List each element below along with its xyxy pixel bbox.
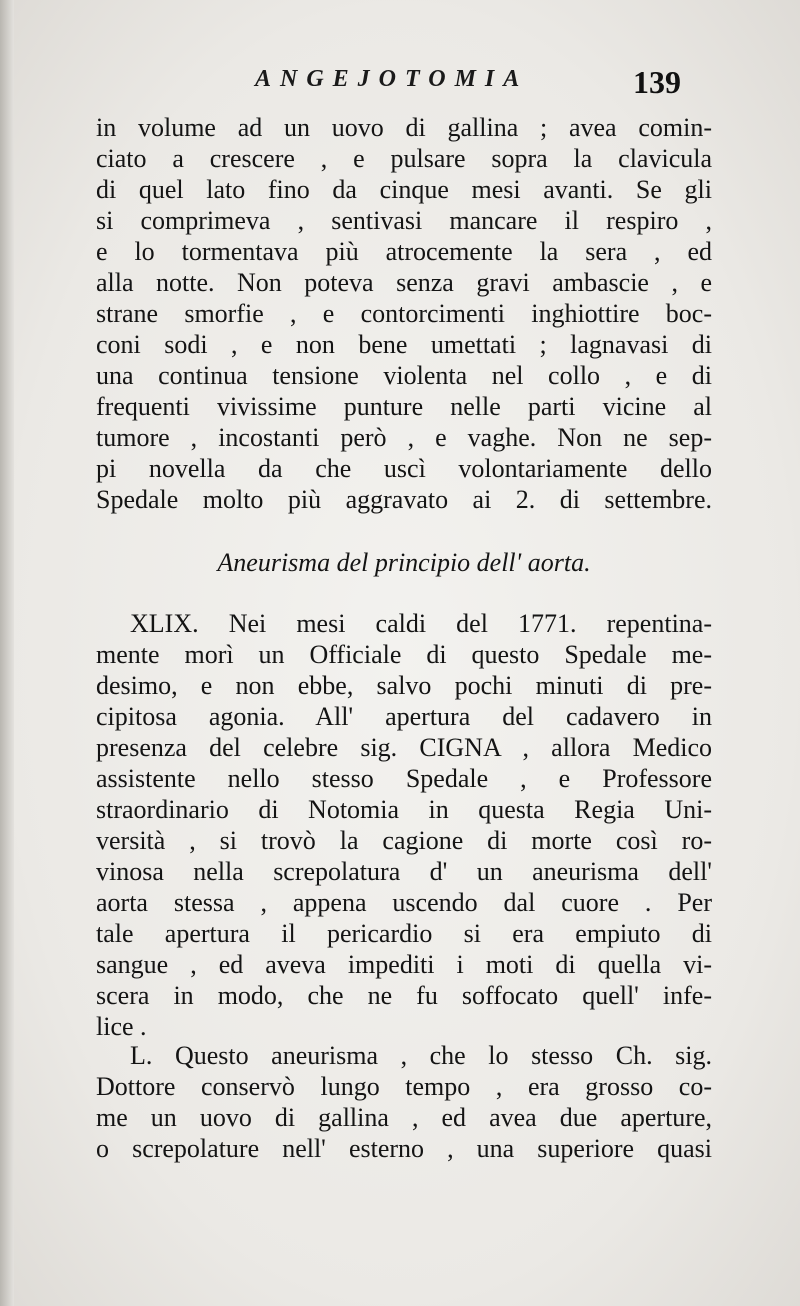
text-line: alla notte. Non poteva senza gravi ambascie , e [96,268,712,297]
text-line: Dottore conservò lungo tempo , era grosso co- [96,1072,712,1101]
text-line: tumore , incostanti però , e vaghe. Non ne sep- [96,423,712,452]
paragraph-xlix [96,608,712,1042]
text-line: e lo tormentava più atrocemente la sera , ed [96,237,712,266]
text-line: aorta stessa , appena uscendo dal cuore . Per [96,888,712,917]
text-line: versità , si trovò la cagione di morte così ro- [96,826,712,855]
running-title: ANGEJOTOMIA [255,66,529,92]
text-line: cipitosa agonia. All' apertura del cadavero in [96,702,712,731]
text-line: o screpolature nell' esterno , una superiore quasi [96,1134,712,1163]
text-line: straordinario di Notomia in questa Regia Uni- [96,795,712,824]
page-header [255,64,695,104]
text-line: sangue , ed aveva impediti i moti di quella vi- [96,950,712,979]
text-line: ciato a crescere , e pulsare sopra la clavicula [96,144,712,173]
paragraph-l [96,1040,712,1164]
page-number: 139 [633,64,681,100]
text-line: tale apertura il pericardio si era empiuto di [96,919,712,948]
text-line: pi novella da che uscì volontariamente dello [96,454,712,483]
text-line: coni sodi , e non bene umettati ; lagnavasi di [96,330,712,359]
text-line: lice . [96,1012,147,1041]
text-line: in volume ad un uovo di gallina ; avea comin- [96,113,712,142]
text-line: una continua tensione violenta nel collo , e di [96,361,712,390]
text-line: strane smorfie , e contorcimenti inghiottire boc- [96,299,712,328]
text-line: mente morì un Officiale di questo Spedale me- [96,640,712,669]
text-line: Spedale molto più aggravato ai 2. di settembre. [96,485,712,514]
text-line: assistente nello stesso Spedale , e Professore [96,764,712,793]
text-line: me un uovo di gallina , ed avea due aperture, [96,1103,712,1132]
section-heading: Aneurisma del principio dell' aorta. [217,548,591,577]
text-line: desimo, e non ebbe, salvo pochi minuti di pre- [96,671,712,700]
text-line: scera in modo, che ne fu soffocato quell' infe- [96,981,712,1010]
text-line: L. Questo aneurisma , che lo stesso Ch. sig. [130,1041,712,1070]
text-line: di quel lato fino da cinque mesi avanti. Se gli [96,175,712,204]
text-line: XLIX. Nei mesi caldi del 1771. repentina- [130,609,712,638]
text-line: si comprimeva , sentivasi mancare il respiro , [96,206,712,235]
page-edge [0,0,14,1306]
paragraph-continuation [96,112,712,515]
text-line: frequenti vivissime punture nelle parti vicine al [96,392,712,421]
text-line: vinosa nella screpolatura d' un aneurisma dell' [96,857,712,886]
text-line: presenza del celebre sig. CIGNA , allora Medico [96,733,712,762]
